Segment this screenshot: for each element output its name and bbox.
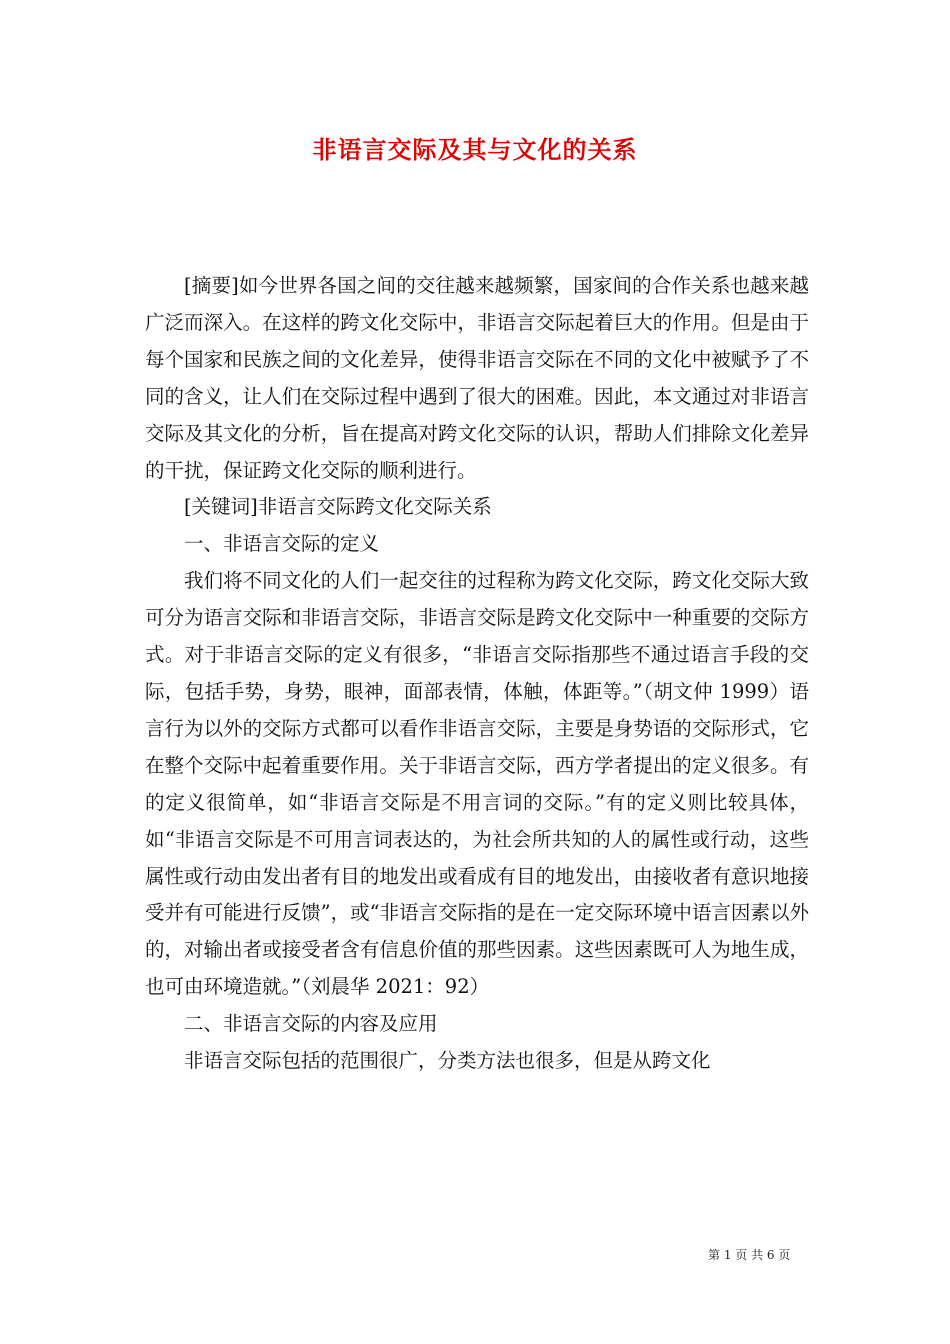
- section-heading-2: 二、非语言交际的内容及应用: [184, 1012, 438, 1036]
- body-paragraph-1: 我们将不同文化的人们一起交往的过程称为跨文化交际，跨文化交际大致可分为语言交际和非语言交际，非语言交际是跨文化交际中一种重要的交际方式。对于非语言交际的定义有很多，“非语言交际指那些不通过语言手段的交际，包括手势，身势，眼神，面部表情，体触，体距等。”（胡文仲 1999）语言行为以外的交际方式都可以看作非语言交际，主要是身势语的交际形式，它在整个交际中起着重要作用。关于非语言交际，西方学者提出的定义很多。有的定义很简单，如“非语言交际是不用言词的交际。”有的定义则比较具体，如“非语言交际是不可用言词表达的，为社会所共知的人的属性或行动，这些属性或行动由发出者有目的地发出或看成有目的地发出，由接收者有意识地接受并有可能进行反馈”，或“非语言交际指的是在一定交际环境中语言因素以外的，对输出者或接受者含有信息价值的那些因素。这些因素既可人为地生成，也可由环境造就。”（刘晨华 2021：92）: [145, 569, 809, 999]
- document-title: 非语言交际及其与文化的关系: [312, 135, 638, 164]
- abstract-paragraph: [摘要]如今世界各国之间的交往越来越频繁，国家间的合作关系也越来越广泛而深入。在这样的跨文化交际中，非语言交际起着巨大的作用。但是由于每个国家和民族之间的文化差异，使得非语言交际在不同的文化中被赋予了不同的含义，让人们在交际过程中遇到了很大的困难。因此，本文通过对非语言交际及其文化的分析，旨在提高对跨文化交际的认识，帮助人们排除文化差异的干扰，保证跨文化交际的顺利进行。: [145, 274, 809, 482]
- keywords-paragraph: [关键词]非语言交际跨文化交际关系: [184, 495, 492, 519]
- body-paragraph-2: 非语言交际包括的范围很广，分类方法也很多，但是从跨文化: [184, 1049, 711, 1073]
- section-heading-1: 一、非语言交际的定义: [184, 532, 380, 556]
- page-number: 第 1 页 共 6 页: [708, 1248, 791, 1262]
- document-body: [145, 268, 809, 1080]
